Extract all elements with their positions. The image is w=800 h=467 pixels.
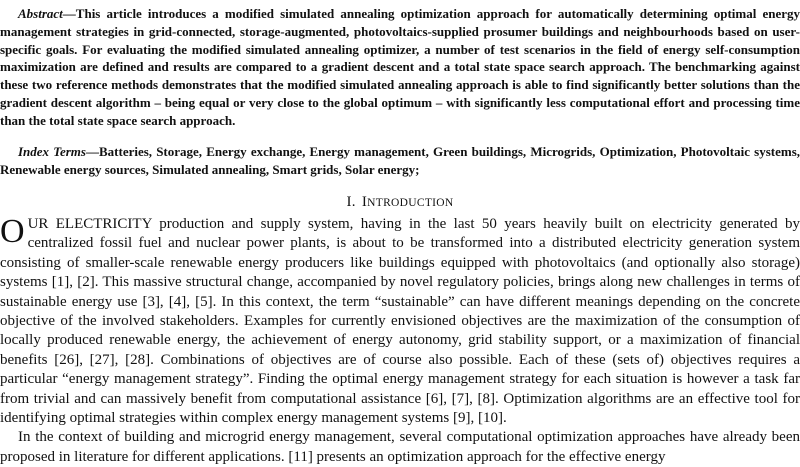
section-title-rest: NTRODUCTION xyxy=(367,197,454,209)
section-number: I. xyxy=(346,194,356,210)
index-terms-lead: Index Terms xyxy=(18,144,86,159)
abstract-lead: Abstract xyxy=(18,6,63,21)
index-terms-text: Batteries, Storage, Energy exchange, Energy management, Green buildings, Microgrids, Optimization, Photovoltaic systems, Renewable energy sources, Simulated annealing, Smart grids, Solar energy; xyxy=(0,144,800,177)
index-terms-dash: — xyxy=(85,144,99,159)
paragraph-1 xyxy=(0,215,800,428)
section-title-initial: I xyxy=(361,194,368,210)
abstract xyxy=(0,5,800,130)
drop-cap: O xyxy=(0,213,25,250)
index-terms xyxy=(0,143,800,179)
section-heading xyxy=(0,193,800,212)
abstract-text: This article introduces a modified simulated annealing optimization approach for automatically determining optimal energy management strategies in grid-connected, storage-augmented, photovoltaics-supplied prosumer buildings and neighbourhoods based on user-specific goals. For evaluating the modified simulated annealing optimizer, a number of test scenarios in the field of energy self-consumption maximization are defined and results are compared to a gradient descent and a total state space search approach. The benchmarking against these two reference methods demonstrates that the modified simulated annealing approach is able to find significantly better solutions than the gradient descent algorithm – being equal or very close to the global optimum – with significantly less computational effort and processing time than the total state space search approach. xyxy=(0,6,800,128)
paragraph-2 xyxy=(0,428,800,467)
body-text xyxy=(0,215,800,467)
paragraph-2-text: In the context of building and microgrid energy management, several computational optimization approaches have already been proposed in literature for different applications. [11] presents an optimization approach for the effective energy xyxy=(0,429,800,465)
paragraph-1-text: UR ELECTRICITY production and supply system, having in the last 50 years heavily built on electricity generated by centralized fossil fuel and nuclear power plants, is about to be transformed into a distributed electricity generation system consisting of smaller-scale renewable energy producers like buildings equipped with photovoltaics (and optionally also storage) systems [1], [2]. This massive structural change, accompanied by novel regulatory policies, brings along new challenges in terms of sustainable energy use [3], [4], [5]. In this context, the term “sustainable” can have different meanings depending on the concrete objective of the involved stakeholders. Examples for currently envisioned objectives are the maximization of the consumption of locally produced renewable energy, the achievement of energy autonomy, grid stability support, or a maximization of financial benefits [26], [27], [28]. Combinations of objectives are of course also possible. Each of these (sets of) objectives requires a particular “energy management strategy”. Finding the optimal energy management strategy for each situation is however a task far from trivial and can massively benefit from computational assistance [6], [7], [8]. Optimization algorithms are an effective tool for identifying optimal strategies within complex energy management systems [9], [10]. xyxy=(0,216,800,427)
abstract-dash: — xyxy=(62,6,76,21)
